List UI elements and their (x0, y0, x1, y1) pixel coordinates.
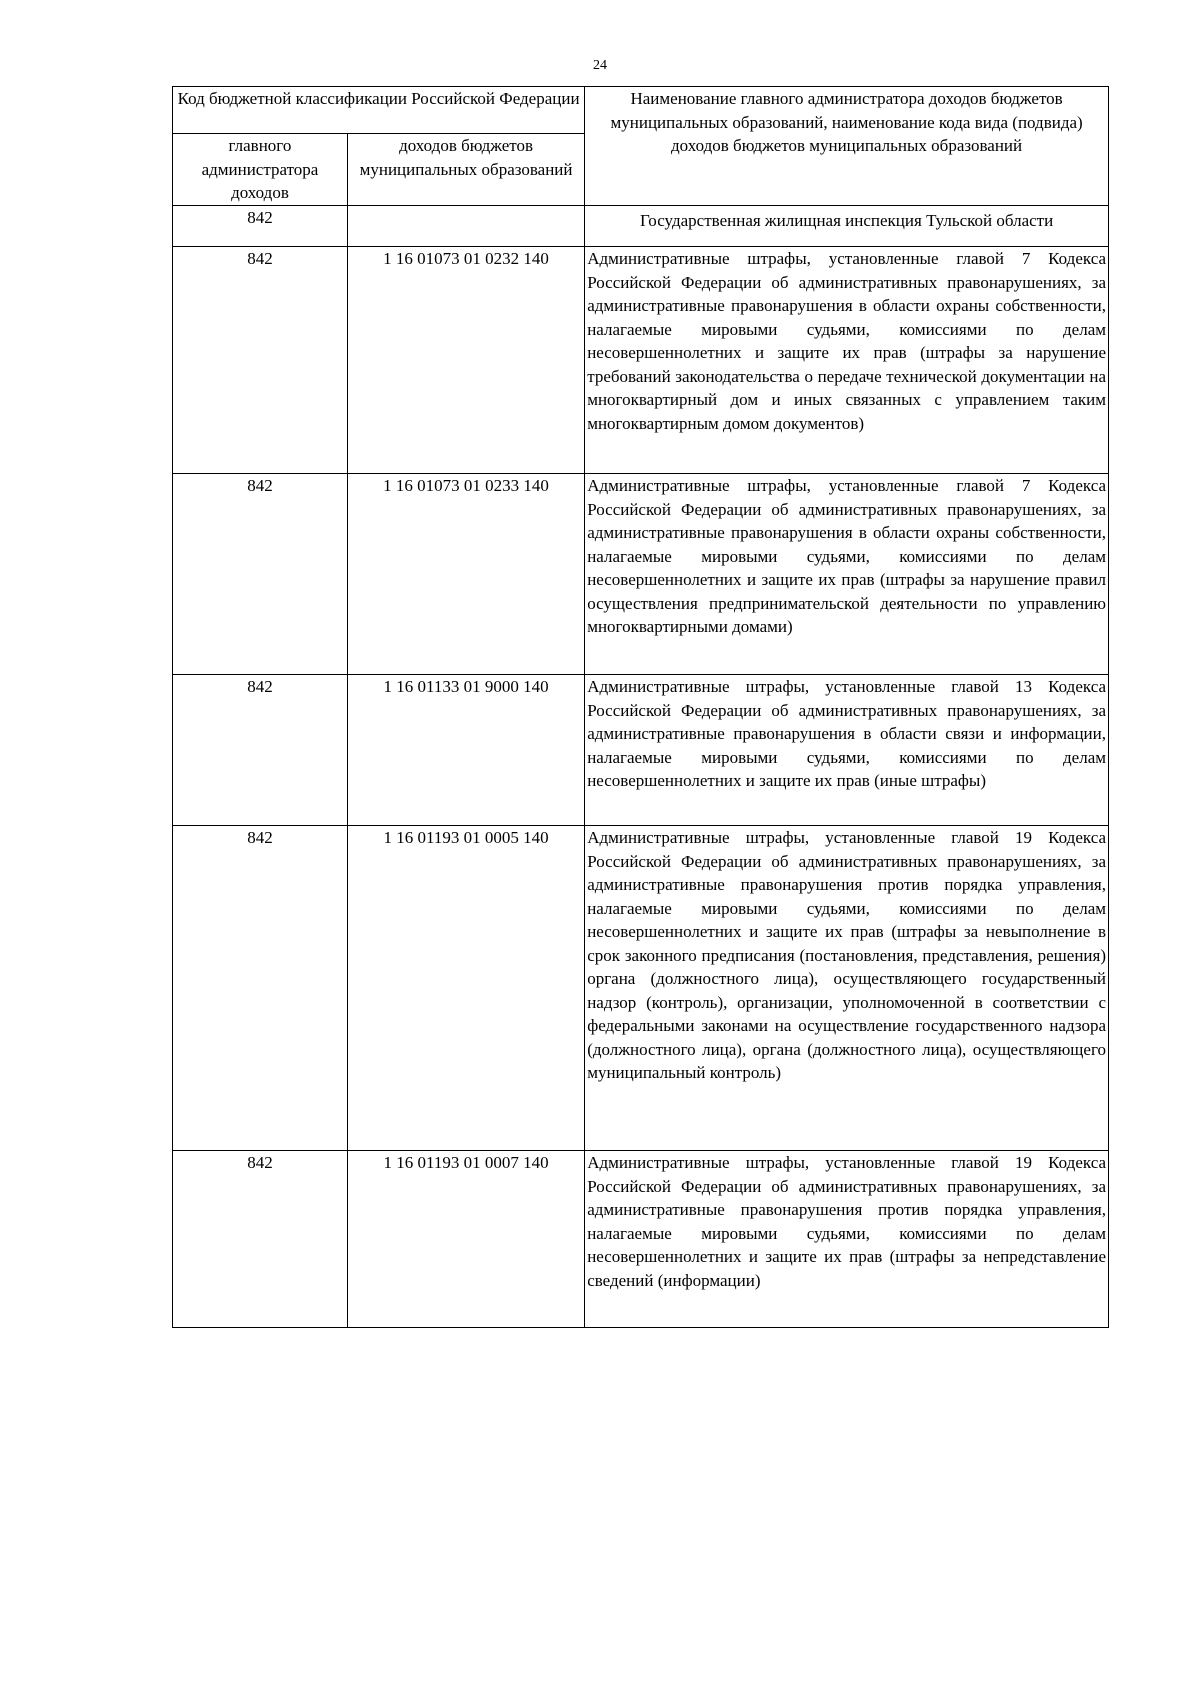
budget-classification-table (172, 86, 1109, 1328)
row-income-code: 1 16 01193 01 0007 140 (347, 1151, 584, 1328)
row-admin-code: 842 (173, 1151, 348, 1328)
row-description: Административные штрафы, установленные главой 19 Кодекса Российской Федерации об административных правонарушениях, за административные правонарушения против порядка управления, налагаемые мировыми судьями, комиссиями по делам несовершеннолетних и защите их прав (штрафы за невыполнение в срок законного предписания (постановления, представления, решения) органа (должностного лица), осуществляющего государственный надзор (контроль), организации, уполномоченной в соответствии с федеральными законами на осуществление государственного надзора (должностного лица), органа (должностного лица), осуществляющего муниципальный контроль) (585, 826, 1109, 1151)
row-income-code: 1 16 01073 01 0232 140 (347, 247, 584, 474)
admin-code-cell: 842 (173, 206, 348, 247)
header-classification-code: Код бюджетной классификации Российской Федерации (173, 87, 585, 134)
row-income-code: 1 16 01073 01 0233 140 (347, 474, 584, 675)
row-admin-code: 842 (173, 474, 348, 675)
admin-income-code-cell (347, 206, 584, 247)
row-admin-code: 842 (173, 826, 348, 1151)
row-description: Административные штрафы, установленные главой 7 Кодекса Российской Федерации об административных правонарушениях, за административные правонарушения в области охраны собственности, налагаемые мировыми судьями, комиссиями по делам несовершеннолетних и защите их прав (штрафы за нарушение правил осуществления предпринимательской деятельности по управлению многоквартирными домами) (585, 474, 1109, 675)
admin-name-cell: Государственная жилищная инспекция Тульской области (585, 206, 1109, 247)
row-description: Административные штрафы, установленные главой 7 Кодекса Российской Федерации об административных правонарушениях, за административные правонарушения в области охраны собственности, налагаемые мировыми судьями, комиссиями по делам несовершеннолетних и защите их прав (штрафы за нарушение требований законодательства о передаче технической документации на многоквартирный дом и иных связанных с управлением таким многоквартирным домом документов) (585, 247, 1109, 474)
row-income-code: 1 16 01133 01 9000 140 (347, 675, 584, 826)
row-admin-code: 842 (173, 247, 348, 474)
table-row (173, 474, 1109, 675)
table-row (173, 1151, 1109, 1328)
table-row (173, 247, 1109, 474)
page-number: 24 (593, 58, 607, 73)
row-description: Административные штрафы, установленные главой 13 Кодекса Российской Федерации об административных правонарушениях, за административные правонарушения в области связи и информации, налагаемые мировыми судьями, комиссиями по делам несовершеннолетних и защите их прав (иные штрафы) (585, 675, 1109, 826)
table-header-row (173, 87, 1109, 134)
row-admin-code: 842 (173, 675, 348, 826)
header-income-column: доходов бюджетов муниципальных образований (347, 134, 584, 206)
header-admin-column: главного администратора доходов (173, 134, 348, 206)
table-row (173, 675, 1109, 826)
administrator-row (173, 206, 1109, 247)
header-name-column: Наименование главного администратора доходов бюджетов муниципальных образований, наименование кода вида (подвида) доходов бюджетов муниципальных образований (585, 87, 1109, 206)
row-income-code: 1 16 01193 01 0005 140 (347, 826, 584, 1151)
row-description: Административные штрафы, установленные главой 19 Кодекса Российской Федерации об административных правонарушениях, за административные правонарушения против порядка управления, налагаемые мировыми судьями, комиссиями по делам несовершеннолетних и защите их прав (штрафы за непредставление сведений (информации) (585, 1151, 1109, 1328)
table-row (173, 826, 1109, 1151)
